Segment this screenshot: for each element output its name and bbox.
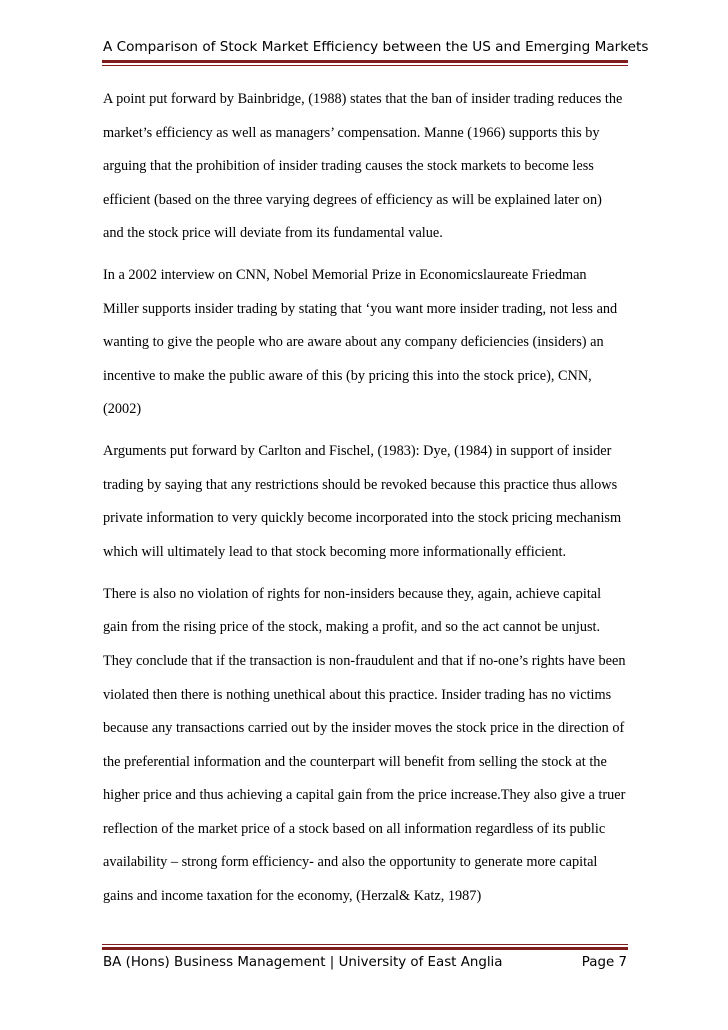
- body-line: Arguments put forward by Carlton and Fischel, (1983): Dye, (1984) in support of insider: [103, 443, 612, 459]
- body-line: Miller supports insider trading by stating that ‘you want more insider trading, not less and: [103, 301, 618, 317]
- body-line: trading by saying that any restrictions should be revoked because this practice thus allows: [103, 477, 618, 493]
- body-line: arguing that the prohibition of insider trading causes the stock markets to become less: [103, 158, 594, 174]
- body-line: market’s efficiency as well as managers’ compensation. Manne (1966) supports this by: [103, 125, 600, 141]
- body-line: because any transactions carried out by the insider moves the stock price in the direction of: [103, 720, 625, 736]
- body-line: efficient (based on the three varying degrees of efficiency as will be explained later on): [103, 192, 602, 208]
- header-divider: [102, 60, 628, 63]
- body-line: incentive to make the public aware of this (by pricing this into the stock price), CNN,: [103, 368, 592, 384]
- header-title: A Comparison of Stock Market Efficiency between the US and Emerging Markets: [103, 39, 649, 55]
- body-line: the preferential information and the counterpart will benefit from selling the stock at the: [103, 754, 607, 770]
- body-line: violated then there is nothing unethical about this practice. Insider trading has no victims: [103, 687, 612, 703]
- body-line: availability – strong form efficiency- and also the opportunity to generate more capital: [103, 854, 598, 870]
- body-line: wanting to give the people who are aware about any company deficiencies (insiders) an: [103, 334, 604, 350]
- page-number: Page 7: [581, 955, 627, 970]
- footer-divider-thin: [102, 944, 628, 945]
- body-line: There is also no violation of rights for non-insiders because they, again, achieve capital: [103, 586, 602, 602]
- body-line: A point put forward by Bainbridge, (1988) states that the ban of insider trading reduces the: [103, 91, 623, 107]
- header-divider-thin: [102, 65, 628, 66]
- body-line: In a 2002 interview on CNN, Nobel Memorial Prize in Economicslaureate Friedman: [103, 267, 587, 283]
- body-line: They conclude that if the transaction is non-fraudulent and that if no-one’s rights have been: [103, 653, 626, 669]
- body-line: which will ultimately lead to that stock becoming more informationally efficient.: [103, 544, 567, 560]
- body-line: (2002): [103, 401, 142, 417]
- body-line: and the stock price will deviate from its fundamental value.: [103, 225, 443, 241]
- body-line: private information to very quickly become incorporated into the stock pricing mechanism: [103, 510, 622, 526]
- body-line: gains and income taxation for the economy, (Herzal& Katz, 1987): [103, 888, 482, 904]
- body-line: gain from the rising price of the stock, making a profit, and so the act cannot be unjust.: [103, 619, 601, 635]
- body-line: higher price and thus achieving a capital gain from the price increase.They also give a truer: [103, 787, 626, 803]
- footer-institution: BA (Hons) Business Management | University of East Anglia: [103, 955, 503, 970]
- footer-divider: [102, 947, 628, 950]
- body-line: reflection of the market price of a stock based on all information regardless of its public: [103, 821, 606, 837]
